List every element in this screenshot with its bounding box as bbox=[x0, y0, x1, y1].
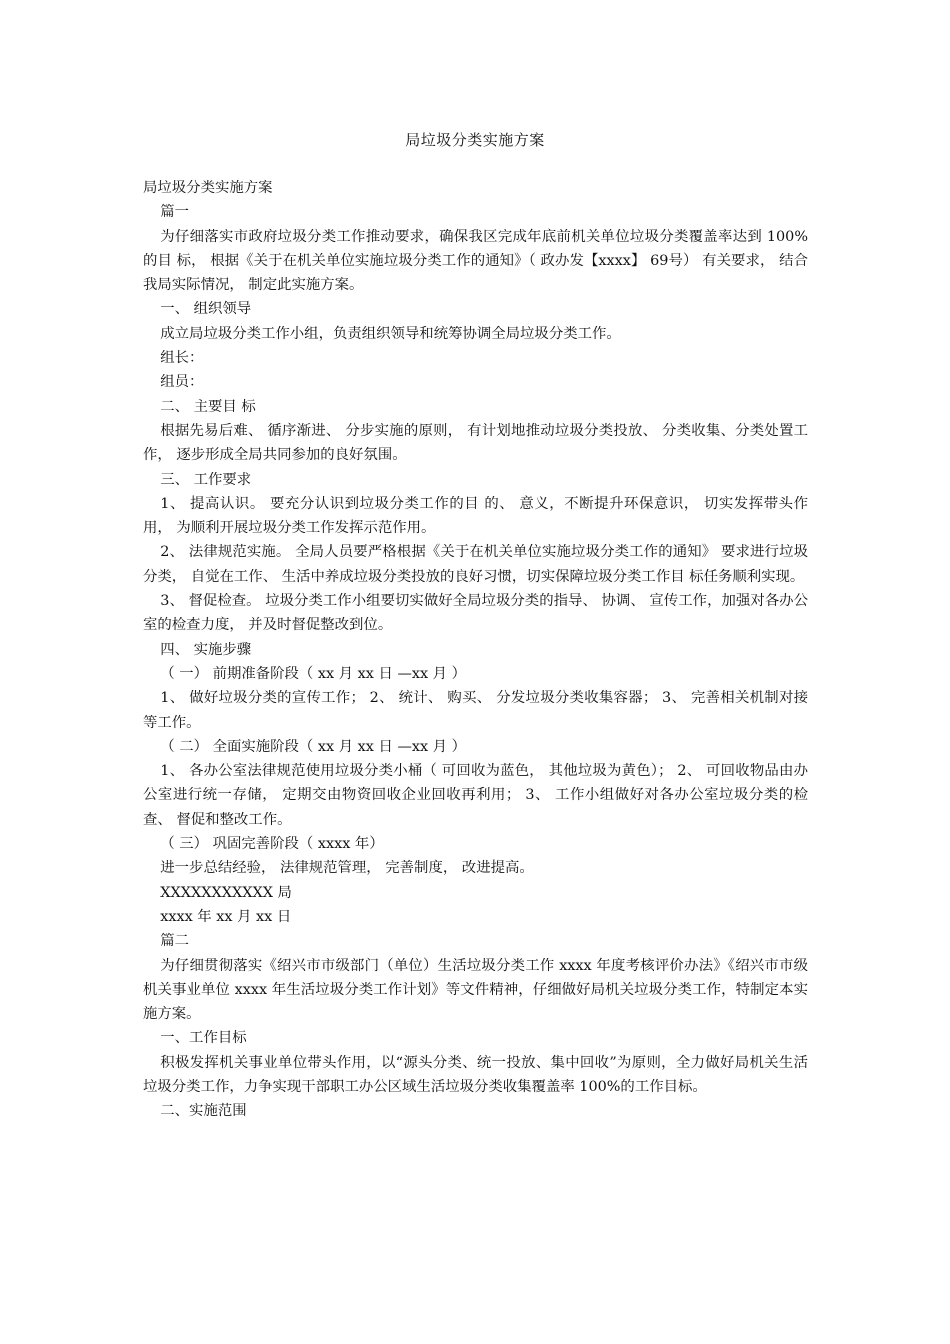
heading-work-requirements: 三、 工作要求 bbox=[160, 471, 252, 488]
label-group-leader: 组长： bbox=[160, 350, 204, 367]
heading-implementation-scope: 二、实施范围 bbox=[160, 1103, 247, 1120]
label-group-members: 组员： bbox=[160, 374, 204, 391]
body-heading: 局垃圾分类实施方案 bbox=[143, 180, 273, 196]
section-label-part-two: 篇二 bbox=[160, 933, 190, 950]
paragraph-requirement-two: 2、 法律规范实施。 全局人员要严格根据《关于在机关单位实施垃圾分类工作的通知》 要求进行垃圾分类， 自觉在工作、 生活中养成垃圾分类投放的良好习惯，切实保障垃圾分类工作目 标任务顺利实现。 bbox=[143, 544, 808, 585]
heading-stage-three: （ 三） 巩固完善阶段（ xxxx 年） bbox=[160, 836, 384, 853]
heading-stage-one: （ 一） 前期准备阶段（ xx 月 xx 日 —xx 月 ） bbox=[160, 665, 466, 682]
document-title: 局垃圾分类实施方案 bbox=[405, 131, 545, 149]
paragraph-main-goals: 根据先易后难、 循序渐进、 分步实施的原则， 有计划地推动垃圾分类投放、 分类收集、分类处置工作， 逐步形成全局共同参加的良好氛围。 bbox=[143, 422, 808, 464]
paragraph-stage-one: 1、 做好垃圾分类的宣传工作； 2、 统计、 购买、 分发垃圾分类收集容器； 3、 完善相关机制对接等工作。 bbox=[143, 690, 808, 731]
paragraph-work-goal: 积极发挥机关事业单位带头作用，以“源头分类、统一投放、集中回收”为原则，全力做好局机关生活垃圾分类工作，力争实现干部职工办公区域生活垃圾分类收集覆盖率 100%的工作目标。 bbox=[143, 1054, 808, 1095]
paragraph-organization: 成立局垃圾分类工作小组，负责组织领导和统筹协调全局垃圾分类工作。 bbox=[160, 325, 621, 342]
heading-implementation-steps: 四、 实施步骤 bbox=[160, 641, 252, 658]
heading-main-goals: 二、 主要目 标 bbox=[160, 398, 256, 415]
paragraph-intro-two: 为仔细贯彻落实《绍兴市市级部门（单位）生活垃圾分类工作 xxxx 年度考核评价办法》《绍兴市市级机关事业单位 xxxx 年生活垃圾分类工作计划》等文件精神，仔细做好局机关垃圾分类工作，特制定本实施方案。 bbox=[143, 957, 808, 1023]
paragraph-intro-one: 为仔细落实市政府垃圾分类工作推动要求，确保我区完成年底前机关单位垃圾分类覆盖率达到 100%的目 标， 根据《关于在机关单位实施垃圾分类工作的通知》（ 政办发【xxxx】 69号） 有关要求， 结合我局实际情况， 制定此实施方案。 bbox=[143, 228, 808, 294]
paragraph-stage-two: 1、 各办公室法律规范使用垃圾分类小桶（ 可回收为蓝色， 其他垃圾为黄色）； 2、 可回收物品由办公室进行统一存储， 定期交由物资回收企业回收再利用； 3、 工作小组做好对各办公室垃圾分类的检查、 督促和整改工作。 bbox=[143, 763, 808, 828]
heading-work-goal: 一、工作目标 bbox=[160, 1030, 247, 1047]
paragraph-stage-three: 进一步总结经验， 法律规范管理， 完善制度， 改进提高。 bbox=[160, 860, 534, 877]
signature-date: xxxx 年 xx 月 xx 日 bbox=[160, 908, 292, 925]
paragraph-requirement-three: 3、 督促检查。 垃圾分类工作小组要切实做好全局垃圾分类的指导、 协调、 宣传工作，加强对各办公室的检查力度， 并及时督促整改到位。 bbox=[143, 593, 808, 634]
document-body bbox=[143, 176, 808, 1124]
heading-organization: 一、 组织领导 bbox=[160, 301, 252, 318]
paragraph-requirement-one: 1、 提高认识。 要充分认识到垃圾分类工作的目 的、 意义，不断提升环保意识， 切实发挥带头作用， 为顺利开展垃圾分类工作发挥示范作用。 bbox=[143, 495, 808, 537]
section-label-part-one: 篇一 bbox=[160, 204, 190, 221]
signature-bureau: XXXXXXXXXXX 局 bbox=[160, 884, 292, 901]
heading-stage-two: （ 二） 全面实施阶段（ xx 月 xx 日 —xx 月 ） bbox=[160, 738, 466, 755]
